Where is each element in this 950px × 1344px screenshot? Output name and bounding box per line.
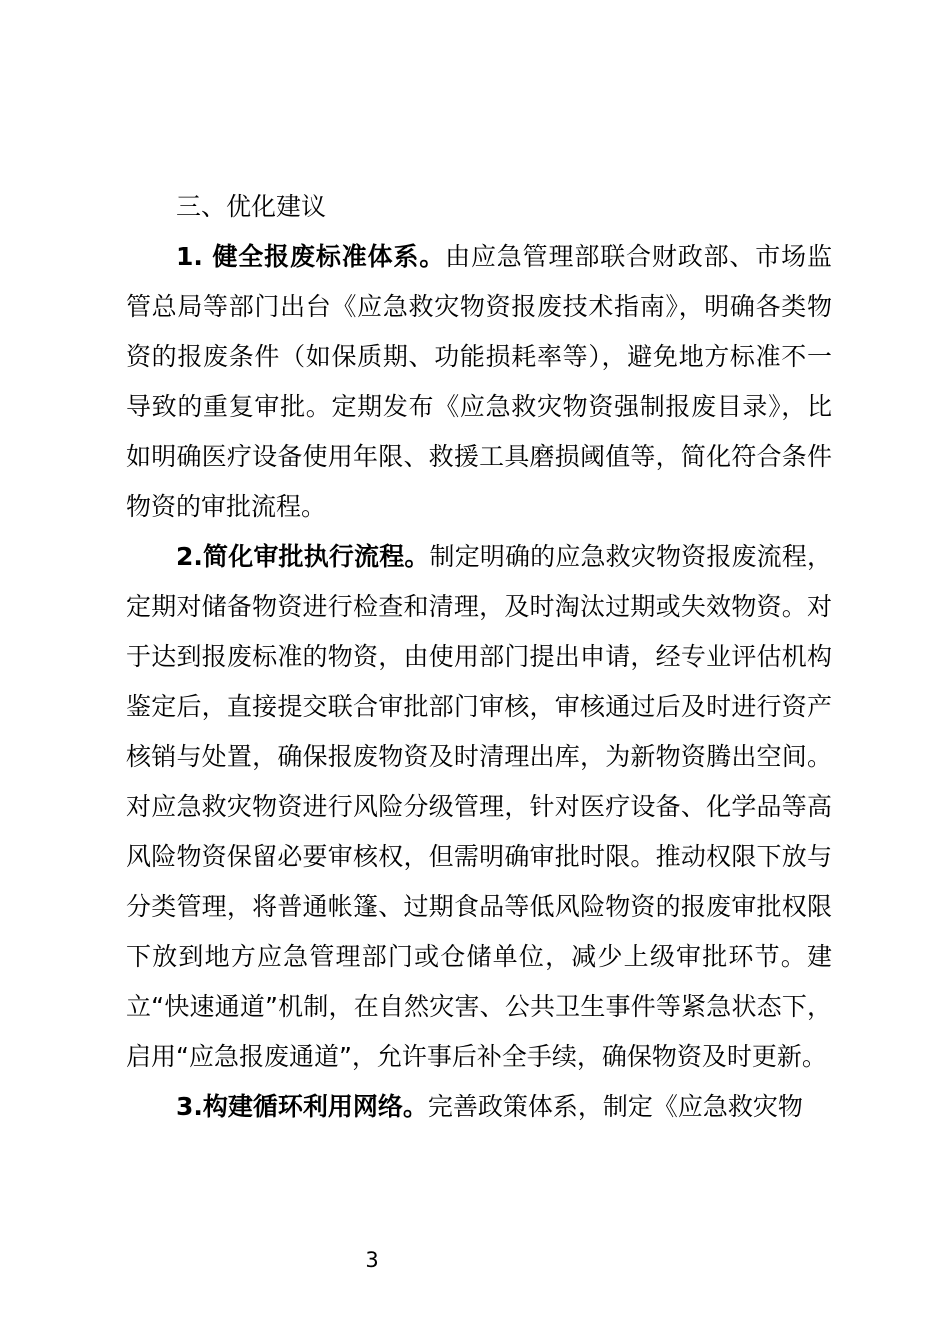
paragraph-3-lead: 3.构建循环利用网络。 <box>176 1092 428 1121</box>
paragraph-2 <box>126 532 832 1082</box>
section-heading: 三、优化建议 <box>176 192 327 221</box>
paragraph-1-body: 由应急管理部联合财政部、市场监管总局等部门出台《应急救灾物资报废技术指南》，明确各类物资的报废条件（如保质期、功能损耗率等），避免地方标准不一导致的重复审批。定期发布《应急救灾物资强制报废目录》，比如明确医疗设备使用年限、救援工具磨损阈值等，简化符合条件物资的审批流程。 <box>126 242 832 521</box>
paragraph-3-body: 完善政策体系，制定《应急救灾物 <box>427 1092 803 1121</box>
paragraph-3 <box>126 1082 832 1132</box>
paragraph-2-body: 制定明确的应急救灾物资报废流程，定期对储备物资进行检查和清理，及时淘汰过期或失效物资。对于达到报废标准的物资，由使用部门提出申请，经专业评估机构鉴定后，直接提交联合审批部门审核，审核通过后及时进行资产核销与处置，确保报废物资及时清理出库，为新物资腾出空间。对应急救灾物资进行风险分级管理，针对医疗设备、化学品等高风险物资保留必要审核权，但需明确审批时限。推动权限下放与分类管理，将普通帐篷、过期食品等低风险物资的报废审批权限下放到地方应急管理部门或仓储单位，减少上级审批环节。建立“快速通道”机制，在自然灾害、公共卫生事件等紧急状态下，启用“应急报废通道”，允许事后补全手续，确保物资及时更新。 <box>126 542 832 1071</box>
paragraph-1-lead: 1. 健全报废标准体系。 <box>176 242 446 271</box>
page-number: 3 <box>365 1248 379 1272</box>
paragraph-2-lead: 2.简化审批执行流程。 <box>176 542 430 571</box>
document-body <box>126 182 832 1132</box>
paragraph-1 <box>126 232 832 532</box>
